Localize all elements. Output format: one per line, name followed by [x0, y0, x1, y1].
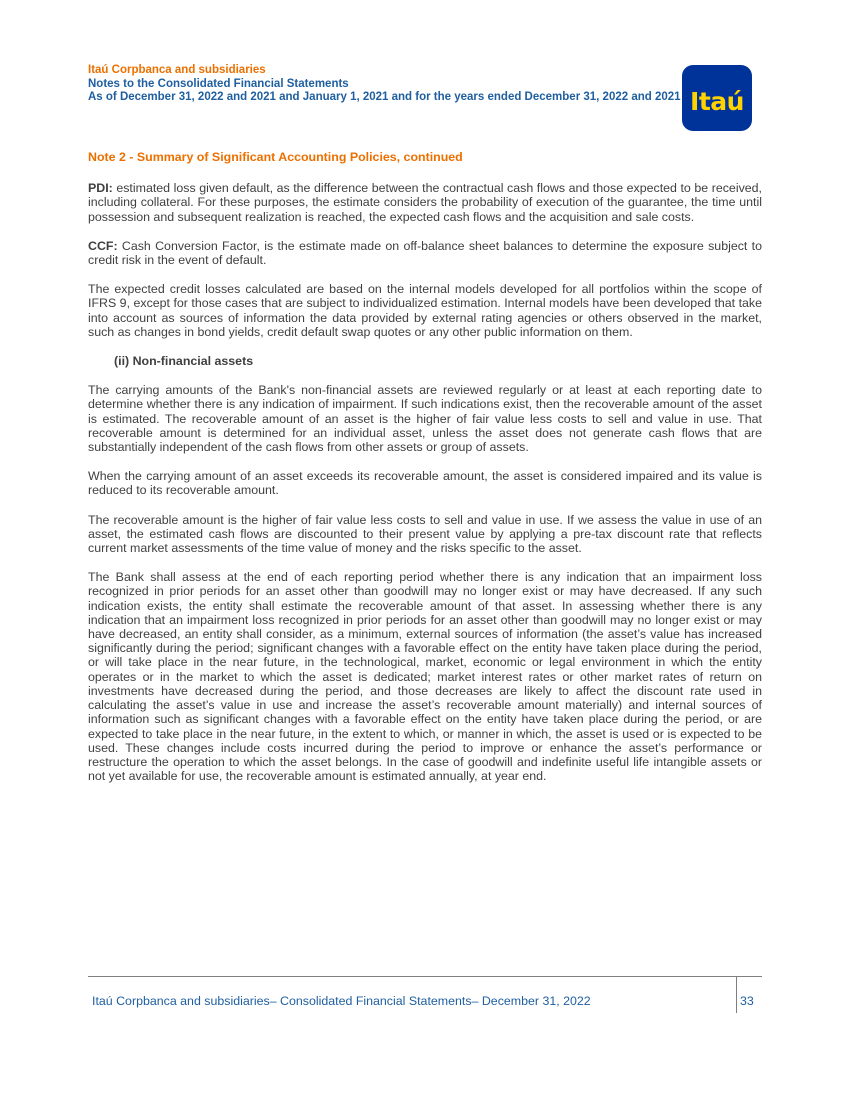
pdi-term: PDI:: [88, 181, 113, 196]
impaired-paragraph: When the carrying amount of an asset exceeds its recoverable amount, the asset is considered impaired and its value is reduced to its recoverable amount.: [88, 469, 762, 498]
header-notes-title: Notes to the Consolidated Financial Statements: [88, 77, 349, 90]
assessment-paragraph: The Bank shall assess at the end of each reporting period whether there is any indication that an impairment loss recognized in prior periods for an asset other than goodwill may no longer exist or may have decreased. If any such indication exists, the entity shall estimate the recoverable amount of that asset. In assessing whether there is any indication that an impairment loss recognized in prior periods for an asset other than goodwill may no longer exist or may have decreased, an entity shall consider, as a minimum, external sources of information (the asset’s value has increased significantly during the period; significant changes with a favorable effect on the entity have taken place during the period, or will take place in the near future, in the technological, market, economic or legal environment in which the entity operates or in the market to which the asset is dedicated; market interest rates or other market rates of return on investments have decreased during the period, and those decreases are likely to affect the discount rate used in calculating the asset’s value in use and increase the asset’s recoverable amount materially) and internal sources of information such as significant changes with a favorable effect on the entity have taken place during the period, or are expected to take place in the near future, in the extent to which, or manner in which, the asset is used or is expected to be used. These changes include costs incurred during the period to improve or enhance the asset’s performance or restructure the operation to which the asset belongs. In the case of goodwill and indefinite useful life intangible assets or not yet available for use, the recoverable amount is estimated annually, at year end.: [88, 570, 762, 784]
non-financial-assets-heading: (ii) Non-financial assets: [114, 354, 254, 369]
ccf-paragraph: [88, 239, 762, 267]
footer-page-separator: [736, 977, 737, 1013]
logo-text: Itaú: [690, 86, 744, 116]
ccf-term: CCF:: [88, 238, 118, 253]
page-number: 33: [740, 994, 754, 1008]
recoverable-amount-paragraph: The recoverable amount is the higher of fair value less costs to sell and value in use. If we assess the value in use of an asset, the estimated cash flows are discounted to their present value by applying a pre-tax discount rate that reflects current market assessments of the time value of money and the risks specific to the asset.: [88, 512, 762, 556]
footer-text: Itaú Corpbanca and subsidiaries– Consolidated Financial Statements– December 31, 2022: [92, 994, 591, 1008]
itau-logo: [682, 65, 752, 131]
document-body: [88, 150, 762, 798]
pdi-text: estimated loss given default, as the difference between the contractual cash flows and those expected to be received, including collateral. For these purposes, the estimate considers the probability of execution of the guarantee, the time until possession and subsequent realization is reached, the expected cash flows and the acquisition and sale costs.: [88, 181, 762, 224]
pdi-paragraph: [88, 181, 762, 224]
expected-losses-paragraph: The expected credit losses calculated are based on the internal models developed for all portfolios within the scope of IFRS 9, except for those cases that are subject to individualized estimation. Internal models have been developed that take into account as sources of information the data provided by external rating agencies or others observed in the market, such as changes in bond yields, credit default swap quotes or any other public information on them.: [88, 282, 762, 339]
document-header: [88, 64, 688, 105]
header-company: Itaú Corpbanca and subsidiaries: [88, 64, 266, 76]
header-period: As of December 31, 2022 and 2021 and January 1, 2021 and for the years ended December 31, 2022 and 2021: [88, 91, 681, 103]
note-title: Note 2 - Summary of Significant Accounting Policies, continued: [88, 150, 463, 164]
carrying-amounts-paragraph: The carrying amounts of the Bank's non-financial assets are reviewed regularly or at least at each reporting date to determine whether there is any indication of impairment. If such indications exist, then the recoverable amount of the asset is estimated. The recoverable amount of an asset is the higher of fair value less costs to sell and value in use. That recoverable amount is determined for an individual asset, unless the asset does not generate cash flows that are substantially independent of the cash flows from other assets or group of assets.: [88, 383, 762, 455]
footer-divider: [88, 976, 762, 977]
ccf-text: Cash Conversion Factor, is the estimate made on off-balance sheet balances to determine the exposure subject to credit risk in the event of default.: [88, 238, 762, 268]
